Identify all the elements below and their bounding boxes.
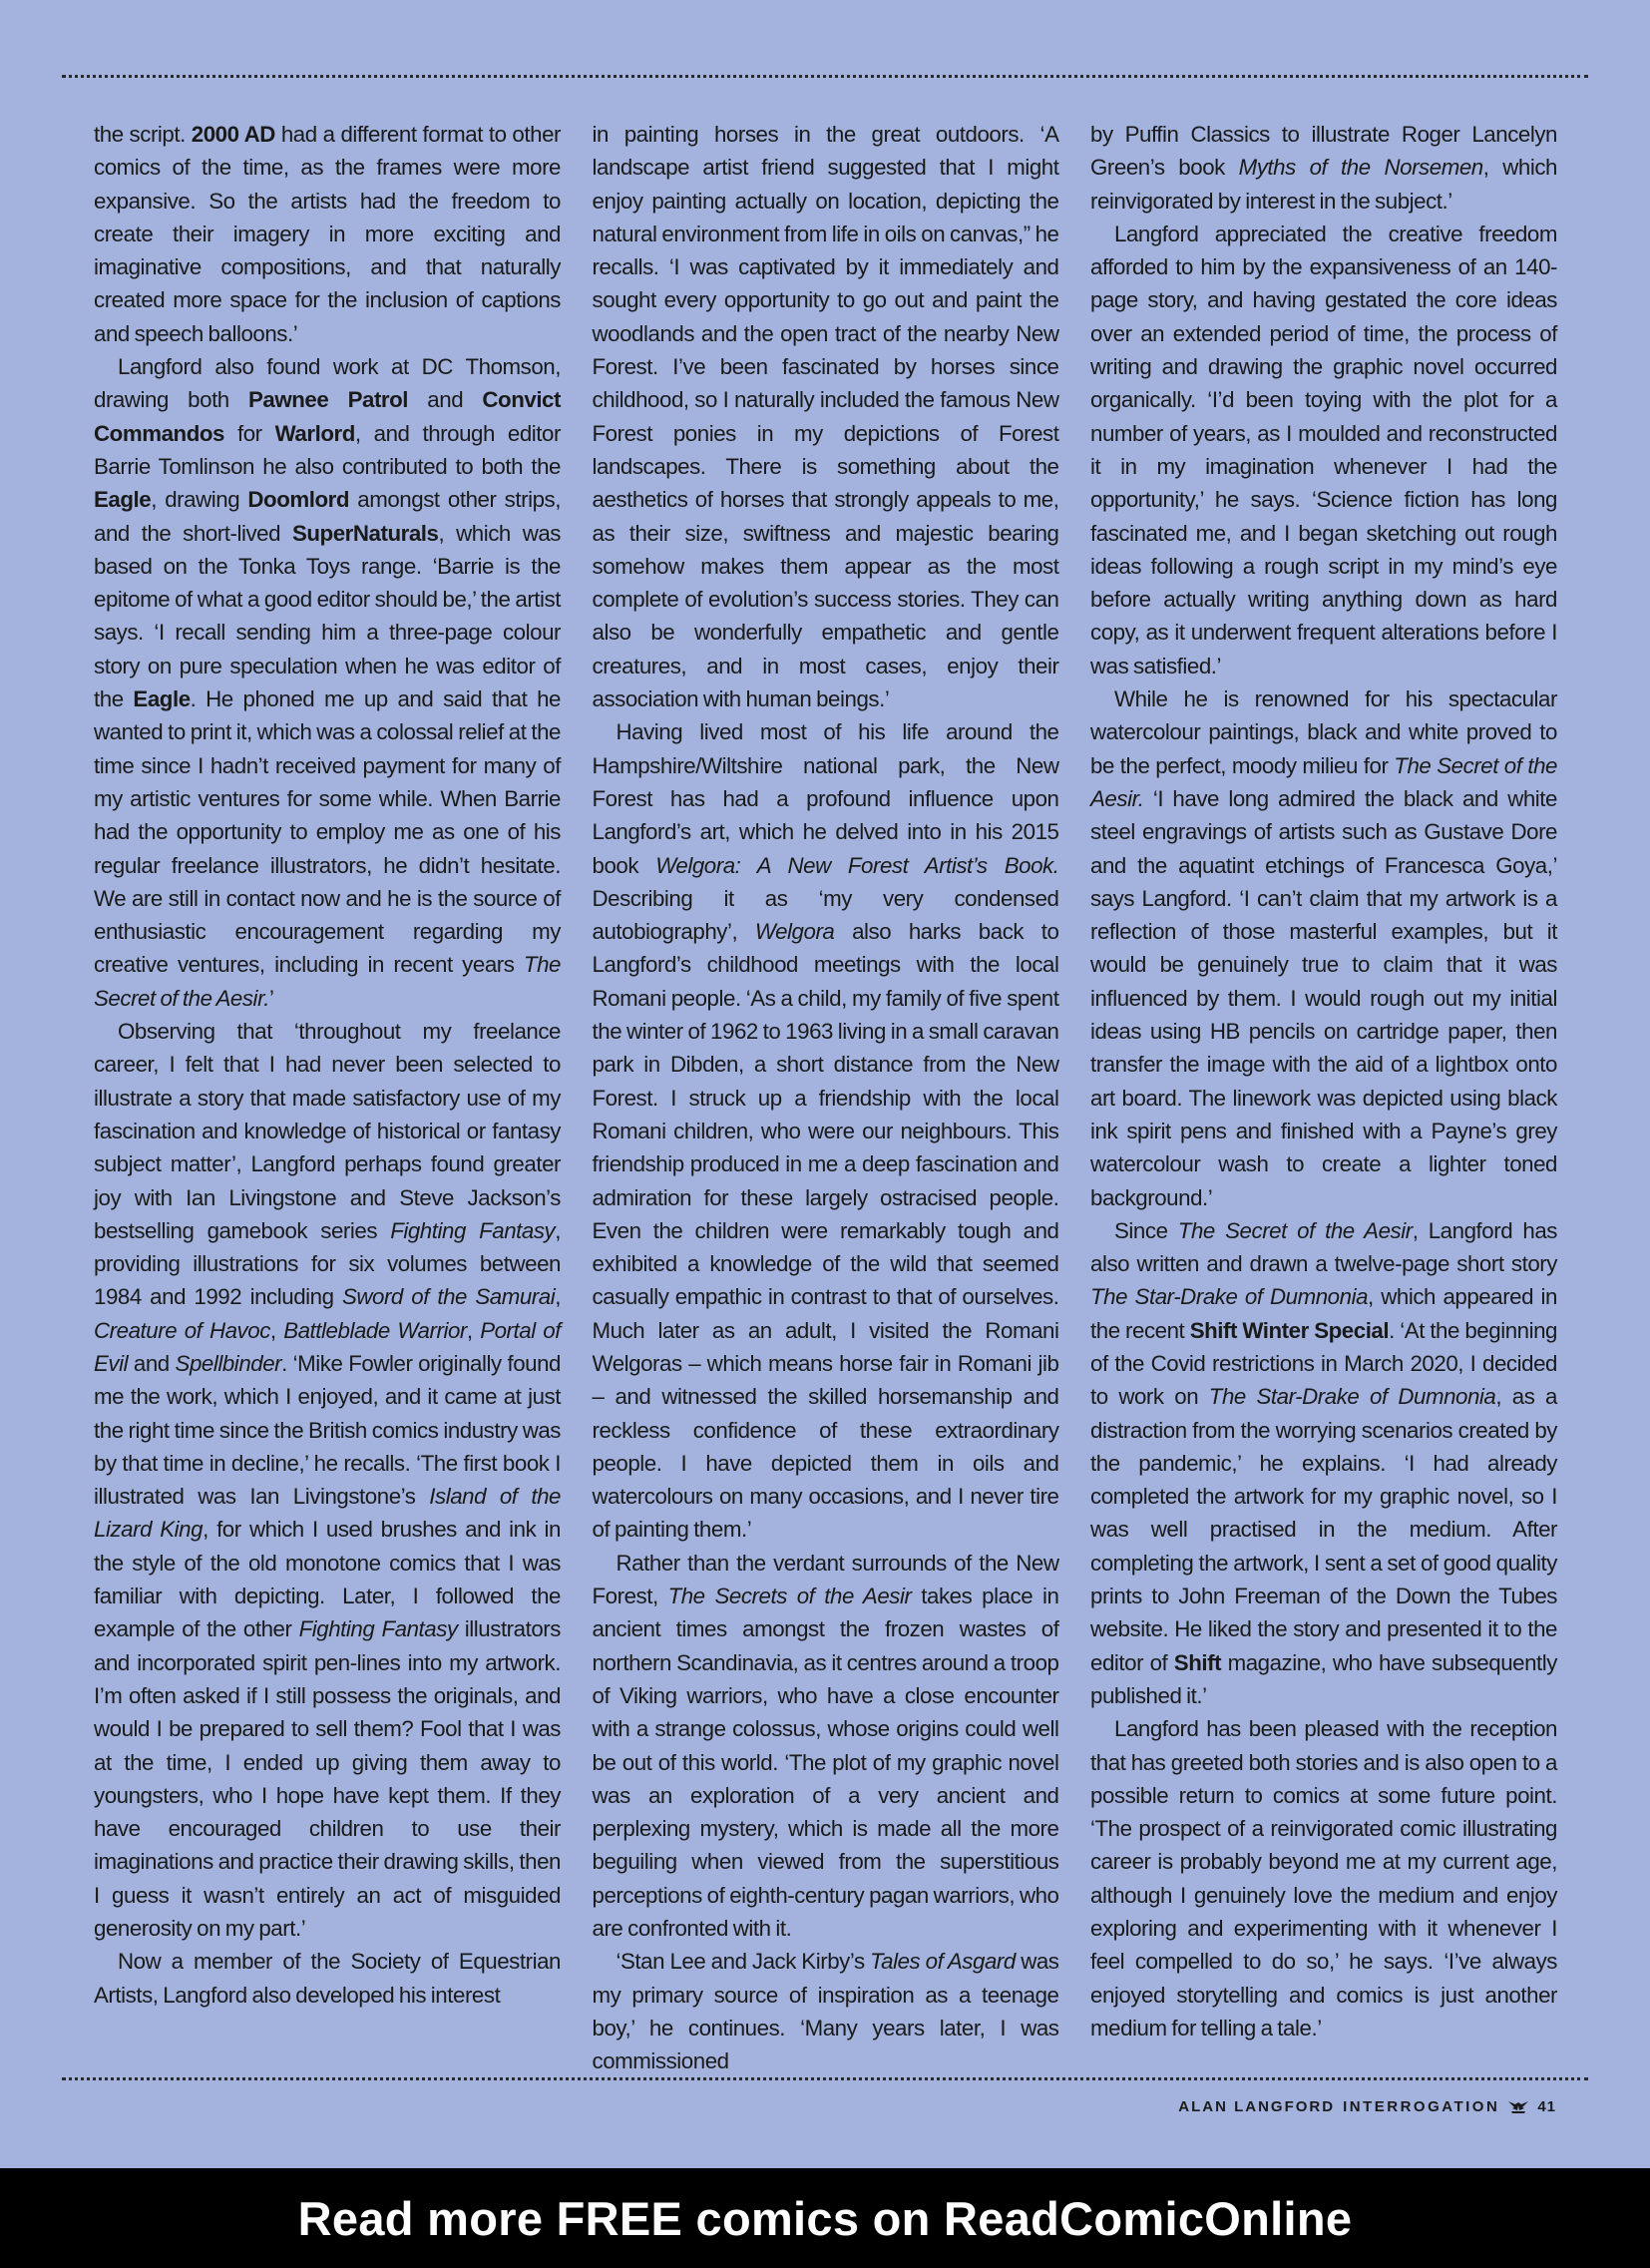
- text-run: Langford appreciated the creative freedom afforded to him by the expansiveness of an 140-page story, and having gestated the core ideas over an extended period of time, the process of writing and drawing the graphic novel occurred organically. ‘I’d been toying with the plot for a number of years, as I moulded and reconstructed it in my imagination whenever I had the opportunity,’ he says. ‘Science fiction has long fascinated me, and I began sketching out rough ideas following a rough script in my mind’s eye before actually writing anything down as hard copy, as it underwent frequent alterations before I was satisfied.’: [1090, 221, 1557, 679]
- bold-title: Eagle: [94, 487, 152, 513]
- text-run: Now a member of the Society of Equestrian Artists, Langford also developed his interest: [94, 1949, 561, 2008]
- text-run: also harks back to Langford’s childhood meetings with the local Romani people. ‘As a child, my family of five spent the winter of 1962 to 1963 living in a small caravan park in Dibden, a short distance from the New Forest. I struck up a friendship with the local Romani children, who were our neighbours. This friendship produced in me a deep fascination and admiration for these largely ostracised people. Even the children were remarkably tough and exhibited a knowledge of the wild that seemed casually empathic in contrast to that of ourselves. Much later as an adult, I visited the Romani Welgoras – which means horse fair in Romani jib – and witnessed the skilled horsemanship and reckless confidence of these extraordinary people. I have depicted them in oils and watercolours on many occasions, and I never tire of painting them.’: [592, 919, 1059, 1543]
- italic-title: The Star-Drake of Dumnonia: [1208, 1384, 1496, 1410]
- bold-title: Pawnee Patrol: [248, 387, 409, 413]
- italic-title: Welgora: [754, 919, 835, 945]
- paragraph: [94, 1015, 561, 1945]
- text-run: amongst other strips, and the short-lived: [94, 487, 561, 546]
- bold-title: Shift Winter Special: [1189, 1317, 1390, 1343]
- paragraph: [593, 715, 1059, 1546]
- italic-title: Welgora: A New Forest Artist’s Book.: [655, 852, 1059, 878]
- italic-title: The Secrets of the Aesir: [667, 1584, 912, 1609]
- text-run: ,: [555, 1284, 561, 1310]
- bold-title: SuperNaturals: [291, 520, 439, 546]
- promo-banner[interactable]: [0, 2168, 1650, 2268]
- italic-title: Fighting Fantasy: [298, 1616, 458, 1642]
- text-run: ,: [466, 1317, 481, 1343]
- promo-banner-text[interactable]: Read more FREE comics on ReadComicOnline: [297, 2191, 1353, 2245]
- column-1: [94, 118, 561, 2053]
- text-run: ’: [268, 985, 274, 1011]
- paragraph: [94, 350, 561, 1015]
- bold-title: Shift: [1173, 1649, 1222, 1675]
- bold-title: Doomlord: [247, 487, 350, 513]
- italic-title: Spellbinder: [175, 1350, 282, 1376]
- footer-section-name: INTERROGATION: [1343, 2098, 1500, 2115]
- text-run: ‘Stan Lee and Jack Kirby’s: [616, 1949, 871, 1975]
- text-run: Describing it as ‘my very condensed autobiography’,: [592, 885, 1059, 945]
- paragraph: [1090, 218, 1557, 682]
- italic-title: Island of the Lizard King: [94, 1484, 561, 1543]
- italic-title: Myths of the Norsemen: [1238, 155, 1483, 181]
- text-run: takes place in ancient times amongst the frozen wastes of northern Scandinavia, as it centres around a troop of Viking warriors, who have a close encounter with a strange colossus, whose origins could well be out of this world. ‘The plot of my graphic novel was an exploration of a very ancient and perplexing mystery, which is made all the more beguiling when viewed from the superstitious perceptions of eighth-century pagan warriors, who are confronted with it.: [592, 1584, 1059, 1942]
- text-run: and: [408, 387, 483, 413]
- paragraph: [1090, 118, 1557, 218]
- italic-title: Sword of the Samurai: [341, 1284, 556, 1310]
- text-run: Langford also found work at DC Thomson, drawing both: [94, 354, 561, 413]
- text-run: ‘I have long admired the black and white steel engravings of artists such as Gustave Dore and the aquatint etchings of Francesca Goya,’ says Langford. ‘I can’t claim that my artwork is a reflection of those masterful examples, but it would be genuinely true to claim that it was influenced by them. I would rough out my initial ideas using HB pencils on cartridge paper, then transfer the image with the aid of a lightbox onto art board. The linework was depicted using black ink spirit pens and finished with a Payne’s grey watercolour wash to create a lighter toned background.’: [1090, 785, 1557, 1210]
- bold-title: Warlord: [274, 420, 355, 446]
- text-run: , drawing: [151, 487, 248, 513]
- text-run: magazine, who have subsequently published it.’: [1090, 1649, 1558, 1708]
- bottom-dotted-rule: [62, 2077, 1588, 2080]
- text-run: . ‘At the beginning of the Covid restrictions in March 2020, I decided to work on: [1090, 1317, 1557, 1410]
- text-run: Having lived most of his life around the Hampshire/Wiltshire national park, the New Forest has had a profound influence upon Langford’s art, which he delved into in his 2015 book: [592, 719, 1059, 878]
- column-3: [1090, 118, 1557, 2053]
- text-run: , which was based on the Tonka Toys range. ‘Barrie is the epitome of what a good editor should be,’ the artist says. ‘I recall sending him a three-page colour story on pure speculation when he was editor of the: [94, 520, 561, 712]
- italic-title: The Secret of the Aesir.: [1090, 752, 1558, 811]
- text-run: , as a distraction from the worrying scenarios created by the pandemic,’ he explains. ‘I had already completed the artwork for my graphic novel, so I was well practised in the medium. After completing the artwork, I sent a set of good quality prints to John Freeman of the Down the Tubes website. He liked the story and presented it to the editor of: [1090, 1384, 1557, 1675]
- footer-subject-name: ALAN LANGFORD: [1178, 2098, 1336, 2115]
- text-run: , which reinvigorated by interest in the subject.’: [1090, 155, 1558, 214]
- text-run: , and through editor Barrie Tomlinson he also contributed to both the: [94, 420, 561, 479]
- bold-title: Convict Commandos: [94, 387, 561, 446]
- text-run: , which appeared in the recent: [1090, 1284, 1557, 1343]
- page-number: 41: [1537, 2098, 1556, 2115]
- italic-title: The Secret of the Aesir: [1177, 1217, 1413, 1243]
- paragraph: [1090, 1712, 1557, 2044]
- paragraph: [1090, 682, 1557, 1214]
- text-run: While he is renowned for his spectacular watercolour paintings, black and white proved to be the perfect, moody milieu for: [1090, 686, 1557, 778]
- paragraph: [94, 118, 561, 350]
- italic-title: Battleblade Warrior: [283, 1317, 467, 1343]
- bold-title: 2000 AD: [191, 122, 275, 147]
- italic-title: Portal of Evil: [94, 1317, 561, 1376]
- text-run: , Langford has also written and drawn a twelve-page short story: [1090, 1217, 1558, 1277]
- paragraph: [94, 1945, 561, 2012]
- text-run: , for which I used brushes and ink in the style of the old monotone comics that I was familiar with depicting. Later, I followed the example of the other: [94, 1517, 561, 1642]
- bold-title: Eagle: [133, 686, 191, 712]
- text-run: ,: [269, 1317, 284, 1343]
- top-dotted-rule: [62, 75, 1588, 78]
- text-run: . He phoned me up and said that he wanted to print it, which was a colossal relief at the time since I hadn’t received payment for many of my artistic ventures for some while. When Barrie had the opportunity to employ me as one of his regular freelance illustrators, he didn’t hesitate. We are still in contact now and he is the source of enthusiastic encouragement regarding my creative ventures, including in recent years: [94, 686, 561, 978]
- text-run: in painting horses in the great outdoors. ‘A landscape artist friend suggested that I might enjoy painting actually on location, depicting the natural environment from life in oils on canvas,” he recalls. ‘I was captivated by it immediately and sought every opportunity to go out and paint the woodlands and the open tract of the nearby New Forest. I’ve been fascinated by horses since childhood, so I naturally included the famous New Forest ponies in my depictions of Forest landscapes. There is something about the aesthetics of horses that strongly appeals to me, as their size, swiftness and majestic bearing somehow makes them appear as the most complete of evolution’s success stories. They can also be wonderfully empathetic and gentle creatures, and in most cases, enjoy their association with human beings.’: [592, 122, 1059, 712]
- paragraph: [593, 1945, 1059, 2077]
- italic-title: Fighting Fantasy: [390, 1217, 556, 1243]
- text-run: had a different format to other comics of the time, as the frames were more expansive. So the artists had the freedom to create their imagery in more exciting and imaginative compositions, and that naturally created more space for the inclusion of captions and speech balloons.’: [94, 122, 562, 346]
- text-run: was my primary source of inspiration as a teenage boy,’ he continues. ‘Many years later, I was commissioned: [592, 1949, 1059, 2074]
- text-run: . ‘Mike Fowler originally found me the work, which I enjoyed, and it came at just the right time since the British comics industry was by that time in decline,’ he recalls. ‘The first book I illustrated was Ian Livingstone’s: [94, 1350, 561, 1510]
- italic-title: Creature of Havoc: [94, 1317, 270, 1343]
- paragraph: [593, 118, 1059, 715]
- italic-title: The Secret of the Aesir.: [94, 952, 561, 1011]
- text-run: illustrators and incorporated spirit pen-lines into my artwork. I’m often asked if I still possess the originals, and would I be prepared to sell them? Fool that I was at the time, I ended up giving them away to youngsters, who I hope have kept them. If they have encouraged children to use their imaginations and practice their drawing skills, then I guess it wasn’t entirely an act of misguided generosity on my part.’: [94, 1616, 561, 1942]
- text-run: Since: [1114, 1217, 1178, 1243]
- italic-title: Tales of Asgard: [870, 1949, 1016, 1975]
- article-body: [94, 118, 1558, 2074]
- paragraph: [1090, 1214, 1557, 1712]
- italic-title: The Star-Drake of Dumnonia: [1090, 1284, 1369, 1310]
- eagle-logo-icon: [1507, 2100, 1529, 2114]
- text-run: Observing that ‘throughout my freelance career, I felt that I had never been selected to illustrate a story that made satisfactory use of my fascination and knowledge of historical or fantasy subject matter’, Langford perhaps found greater joy with Ian Livingstone and Steve Jackson’s bestselling gamebook series: [94, 1019, 561, 1243]
- text-run: and: [128, 1350, 176, 1376]
- page-footer: [1178, 2098, 1556, 2115]
- text-run: Langford has been pleased with the reception that has greeted both stories and is also open to a possible return to comics at some future point. ‘The prospect of a reinvigorated comic illustrating career is probably beyond me at my current age, although I genuinely love the medium and enjoy exploring and experimenting with it whenever I feel compelled to do so,’ he says. ‘I’ve always enjoyed storytelling and comics is just another medium for telling a tale.’: [1090, 1716, 1557, 2041]
- paragraph: [593, 1547, 1059, 1946]
- column-2: [592, 118, 1059, 2074]
- text-run: the script.: [94, 122, 192, 147]
- text-run: Rather than the verdant surrounds of the New Forest,: [592, 1550, 1059, 1609]
- text-run: by Puffin Classics to illustrate Roger Lancelyn Green’s book: [1090, 122, 1557, 181]
- text-run: , providing illustrations for six volumes between 1984 and 1992 including: [94, 1217, 561, 1310]
- text-run: for: [223, 420, 275, 446]
